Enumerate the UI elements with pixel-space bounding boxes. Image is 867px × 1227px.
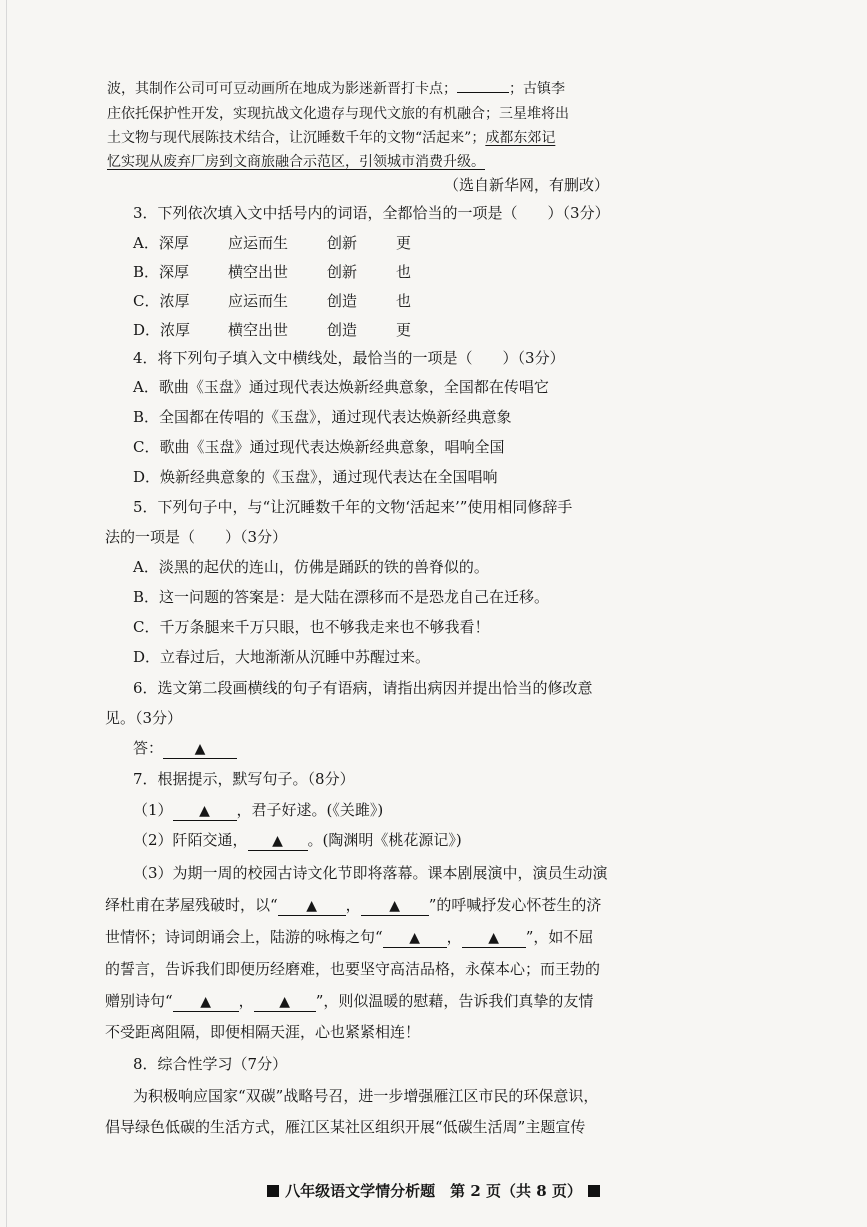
q5-option-b: B．这一问题的答案是：是大陆在漂移而不是恐龙自己在迁移。 bbox=[133, 588, 550, 606]
page-footer bbox=[0, 1180, 867, 1201]
item-text: ”的呼喊抒发心怀苍生的济 bbox=[428, 896, 602, 914]
q7-item-2 bbox=[133, 829, 462, 851]
q7-item-3-line-1: （3）为期一周的校园古诗文化节即将落幕。课本剧展演中，演员生动演 bbox=[133, 864, 608, 882]
q7-item-3-line-3 bbox=[105, 926, 593, 948]
q5-option-a: A．淡黑的起伏的连山，仿佛是踊跃的铁的兽脊似的。 bbox=[133, 558, 489, 576]
fill-blank[interactable]: ▲ bbox=[462, 929, 526, 948]
item-text: ”，则似温暖的慰藉，告诉我们真挚的友情 bbox=[315, 992, 594, 1010]
item-text: ， bbox=[345, 896, 361, 914]
q7-stem: 7．根据提示，默写句子。（8分） bbox=[133, 770, 355, 788]
q3-option-a-word2: 应运而生 bbox=[228, 234, 289, 252]
q6-stem-line-1: 6．选文第二段画横线的句子有语病，请指出病因并提出恰当的修改意 bbox=[133, 679, 593, 697]
passage-text: 土文物与现代展陈技术结合，让沉睡数千年的文物“活起来”； bbox=[107, 130, 486, 146]
q3-option-b-label: B．深厚 bbox=[133, 263, 190, 281]
q3-option-b-word3: 创新 bbox=[327, 263, 358, 281]
q3-option-d-word4: 更 bbox=[396, 321, 412, 339]
q3-option-d-word3: 创造 bbox=[327, 321, 358, 339]
fill-blank[interactable]: ▲ bbox=[248, 832, 308, 851]
passage-line-3 bbox=[107, 127, 555, 149]
item-text: ，君子好逑。(《关雎》) bbox=[236, 801, 384, 819]
answer-label: 答： bbox=[133, 739, 164, 757]
q5-stem-line-2: 法的一项是（ ）（3分） bbox=[105, 528, 288, 546]
item-text: ， bbox=[446, 928, 462, 946]
passage-line-2: 庄依托保护性开发，实现抗战文化遗存与现代文旅的有机融合；三星堆将出 bbox=[107, 106, 569, 122]
q7-item-3-line-4: 的誓言，告诉我们即便历经磨难，也要坚守高洁品格，永葆本心；而王勃的 bbox=[105, 960, 601, 978]
underlined-sentence: 成都东郊记 bbox=[485, 130, 556, 146]
passage-line-1 bbox=[107, 78, 565, 100]
answer-blank[interactable]: ▲ bbox=[163, 740, 237, 759]
underlined-sentence: 忆实现从废弃厂房到文商旅融合示范区，引领城市消费升级。 bbox=[107, 154, 485, 170]
passage-line-4 bbox=[107, 151, 485, 173]
q3-option-d-word2: 横空出世 bbox=[228, 321, 289, 339]
square-marker-icon bbox=[588, 1185, 600, 1197]
passage-source: （选自新华网，有删改） bbox=[444, 176, 610, 194]
q5-stem-line-1: 5．下列句子中，与“让沉睡数千年的文物‘活起来’”使用相同修辞手 bbox=[133, 498, 573, 516]
q4-option-a: A．歌曲《玉盘》通过现代表达焕新经典意象，全国都在传唱它 bbox=[133, 378, 549, 396]
q7-item-3-line-6: 不受距离阻隔，即便相隔天涯，心也紧紧相连！ bbox=[105, 1023, 421, 1041]
q8-stem: 8．综合性学习（7分） bbox=[133, 1055, 288, 1073]
q3-option-a-label: A．深厚 bbox=[133, 234, 189, 252]
q5-option-d: D．立春过后，大地渐渐从沉睡中苏醒过来。 bbox=[133, 648, 431, 666]
q3-option-c-word4: 也 bbox=[396, 292, 412, 310]
fill-blank[interactable]: ▲ bbox=[361, 897, 429, 916]
passage-blank bbox=[457, 92, 509, 93]
q3-option-b-word2: 横空出世 bbox=[228, 263, 289, 281]
item-text: ”，如不屈 bbox=[525, 928, 594, 946]
q3-option-d-label: D．浓厚 bbox=[133, 321, 191, 339]
q3-option-c-word3: 创造 bbox=[327, 292, 358, 310]
binding-line bbox=[6, 0, 7, 1227]
q4-option-b: B．全国都在传唱的《玉盘》，通过现代表达焕新经典意象 bbox=[133, 408, 512, 426]
item-text: ， bbox=[238, 992, 254, 1010]
q6-answer-line bbox=[133, 737, 237, 759]
q4-option-d: D．焕新经典意象的《玉盘》，通过现代表达在全国唱响 bbox=[133, 468, 498, 486]
q5-option-c: C．千万条腿来千万只眼，也不够我走来也不够我看！ bbox=[133, 618, 490, 636]
item-text: （2）阡陌交通， bbox=[133, 831, 248, 849]
square-marker-icon bbox=[267, 1185, 279, 1197]
q6-stem-line-2: 见。（3分） bbox=[105, 709, 183, 727]
item-text: 。(陶渊明《桃花源记》) bbox=[307, 831, 462, 849]
q3-option-c-word2: 应运而生 bbox=[228, 292, 289, 310]
q4-option-c: C．歌曲《玉盘》通过现代表达焕新经典意象，唱响全国 bbox=[133, 438, 505, 456]
fill-blank[interactable]: ▲ bbox=[173, 993, 239, 1012]
q7-item-3-line-5 bbox=[105, 990, 593, 1012]
q3-option-a-word3: 创新 bbox=[327, 234, 358, 252]
fill-blank[interactable]: ▲ bbox=[278, 897, 346, 916]
q4-stem: 4．将下列句子填入文中横线处，最恰当的一项是（ ）（3分） bbox=[133, 349, 565, 367]
q3-stem: 3．下列依次填入文中括号内的词语，全都恰当的一项是（ ）（3分） bbox=[133, 204, 610, 222]
item-text: 世情怀；诗词朗诵会上，陆游的咏梅之句“ bbox=[105, 928, 383, 946]
passage-text: ；古镇李 bbox=[509, 81, 565, 97]
q3-option-c-label: C．浓厚 bbox=[133, 292, 190, 310]
q8-text-line-1: 为积极响应国家“双碳”战略号召，进一步增强雁江区市民的环保意识， bbox=[133, 1087, 599, 1105]
q3-option-a-word4: 更 bbox=[396, 234, 412, 252]
q8-text-line-2: 倡导绿色低碳的生活方式，雁江区某社区组织开展“低碳生活周”主题宣传 bbox=[105, 1118, 586, 1136]
q7-item-1 bbox=[133, 799, 383, 821]
fill-blank[interactable]: ▲ bbox=[254, 993, 316, 1012]
item-text: 赠别诗句“ bbox=[105, 992, 173, 1010]
item-number: （1） bbox=[133, 801, 173, 819]
footer-text: 八年级语文学情分析题 第 2 页（共 8 页） bbox=[285, 1182, 582, 1200]
fill-blank[interactable]: ▲ bbox=[383, 929, 447, 948]
q3-option-b-word4: 也 bbox=[396, 263, 412, 281]
q7-item-3-line-2 bbox=[105, 894, 601, 916]
fill-blank[interactable]: ▲ bbox=[173, 802, 237, 821]
item-text: 绎杜甫在茅屋残破时，以“ bbox=[105, 896, 278, 914]
passage-text: 波，其制作公司可可豆动画所在地成为影迷新晋打卡点； bbox=[107, 81, 457, 97]
